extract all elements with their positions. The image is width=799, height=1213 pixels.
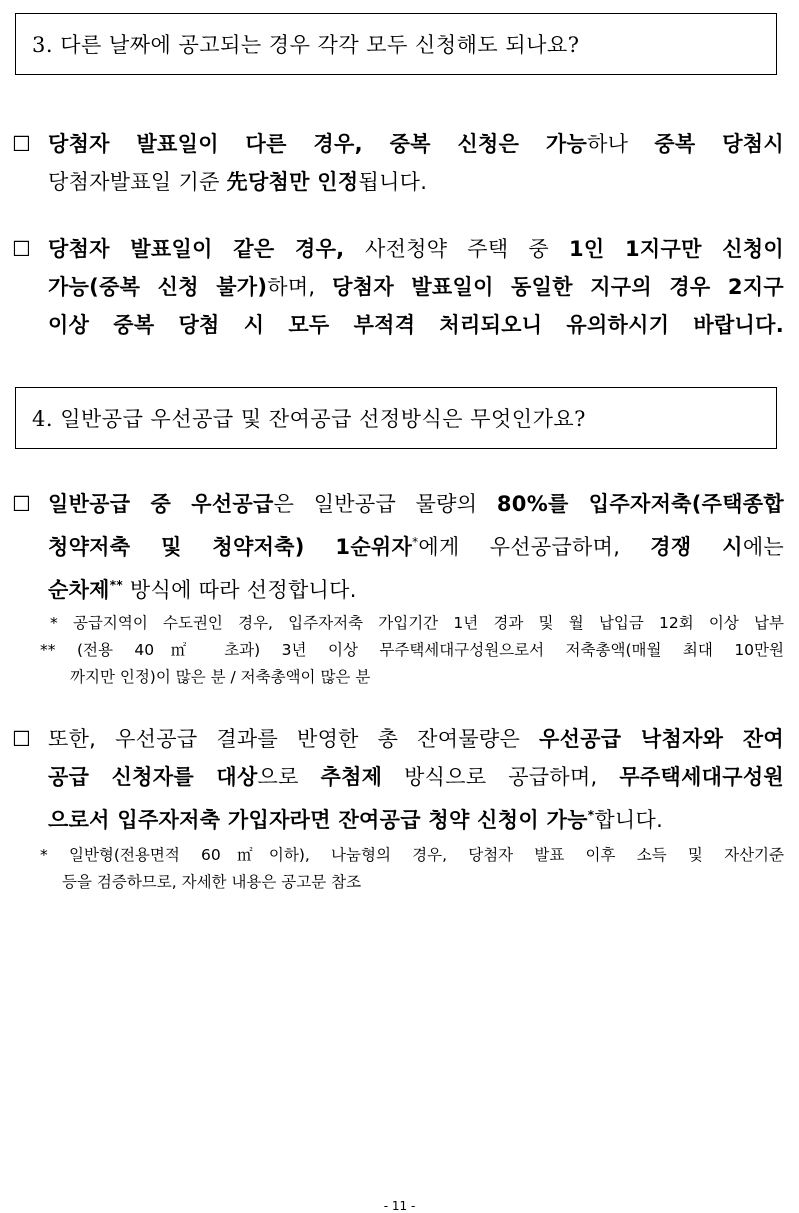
question-4-heading: [15, 387, 777, 449]
paragraph-line: [12, 125, 784, 163]
text: 됩니다.: [358, 170, 428, 194]
text-bold: 가능(중복 신청 불가): [48, 275, 268, 299]
text-bold: 으로서 입주자저축 가입자라면 잔여공급 청약 신청이 가능: [48, 808, 588, 832]
paragraph-line: [12, 758, 784, 796]
footnote: ** (전용 40㎡ 초과) 3년 이상 무주택세대구성원으로서 저축총액(매월 최대 10만원: [40, 641, 784, 659]
text: 방식에 따라 선정합니다.: [122, 578, 357, 602]
footnote: * 일반형(전용면적 60㎡이하), 나눔형의 경우, 당첨자 발표 이후 소득 및 자산기준: [40, 846, 784, 864]
answer-3-item-1: [12, 125, 784, 201]
checkbox-icon: ☐: [12, 132, 32, 156]
text-bold: 당첨자 발표일이 같은 경우,: [48, 237, 366, 261]
text-bold: 우선공급 낙첨자와 잔여: [539, 727, 784, 751]
paragraph-line: [12, 523, 784, 566]
text: 하며,: [267, 275, 333, 299]
text-bold: 추첨제: [320, 765, 383, 789]
paragraph-line: [12, 163, 784, 201]
footnotes-1: [40, 610, 784, 691]
text: 방식으로 공급하며,: [382, 765, 620, 789]
paragraph-line: [12, 306, 784, 344]
paragraph-line: [12, 485, 784, 523]
answer-4-item-2: [12, 720, 784, 839]
text: 사전청약 주택 중: [365, 237, 569, 261]
text: 에는: [742, 535, 784, 559]
footnotes-2: [40, 842, 784, 896]
checkbox-icon: ☐: [12, 237, 32, 261]
text: 당첨자발표일 기준: [48, 170, 227, 194]
text-bold: 공급 신청자를 대상: [48, 765, 258, 789]
question-4-title: 4. 일반공급 우선공급 및 잔여공급 선정방식은 무엇인가요?: [32, 407, 586, 431]
page-number: - 11 -: [383, 1199, 416, 1213]
text: 에게 우선공급하며,: [418, 535, 651, 559]
paragraph-line: [12, 230, 784, 268]
answer-3-item-2: [12, 230, 784, 344]
footnote: 등을 검증하므로, 자세한 내용은 공고문 참조: [62, 873, 362, 891]
text: 또한, 우선공급 결과를 반영한 총 잔여물량은: [48, 727, 540, 751]
text-bold: 청약저축 및 청약저축) 1순위자: [48, 535, 413, 559]
text-bold: 일반공급 중 우선공급: [48, 492, 274, 516]
text: 하나: [587, 132, 655, 156]
text-bold: 80%를 입주자저축(주택종합: [496, 492, 784, 516]
text-bold: 순차제: [48, 578, 110, 602]
text-bold: 당첨자 발표일이 동일한 지구의 경우 2지구: [332, 275, 784, 299]
text: 은 일반공급 물량의: [273, 492, 497, 516]
checkbox-icon: ☐: [12, 492, 32, 516]
text: 으로: [257, 765, 321, 789]
footnote: 까지만 인정)이 많은 분 / 저축총액이 많은 분: [70, 668, 371, 686]
text-bold: 당첨자 발표일이 다른 경우, 중복 신청은 가능: [48, 132, 588, 156]
footnote-marker: *: [412, 535, 419, 549]
paragraph-line: [12, 566, 784, 609]
text-bold: 이상 중복 당첨 시 모두 부적격 처리되오니 유의하시기 바랍니다.: [48, 313, 784, 337]
text-bold: 先당첨만 인정: [226, 170, 359, 194]
question-3-title: 3. 다른 날짜에 공고되는 경우 각각 모두 신청해도 되나요?: [32, 33, 580, 57]
paragraph-line: [12, 268, 784, 306]
paragraph-line: [12, 720, 784, 758]
text: 합니다.: [594, 808, 664, 832]
text-bold: 무주택세대구성원: [619, 765, 784, 789]
text-bold: 경쟁 시: [650, 535, 743, 559]
footnote: * 공급지역이 수도권인 경우, 입주자저축 가입기간 1년 경과 및 월 납입금 12회 이상 납부: [50, 614, 784, 632]
text-bold: 중복 당첨시: [654, 132, 784, 156]
text-bold: 1인 1지구만 신청이: [568, 237, 785, 261]
paragraph-line: [12, 796, 784, 839]
footnote-marker: **: [109, 578, 123, 592]
answer-4-item-1: [12, 485, 784, 609]
footnote-marker: *: [587, 808, 595, 822]
question-3-heading: [15, 13, 777, 75]
checkbox-icon: ☐: [12, 727, 32, 751]
